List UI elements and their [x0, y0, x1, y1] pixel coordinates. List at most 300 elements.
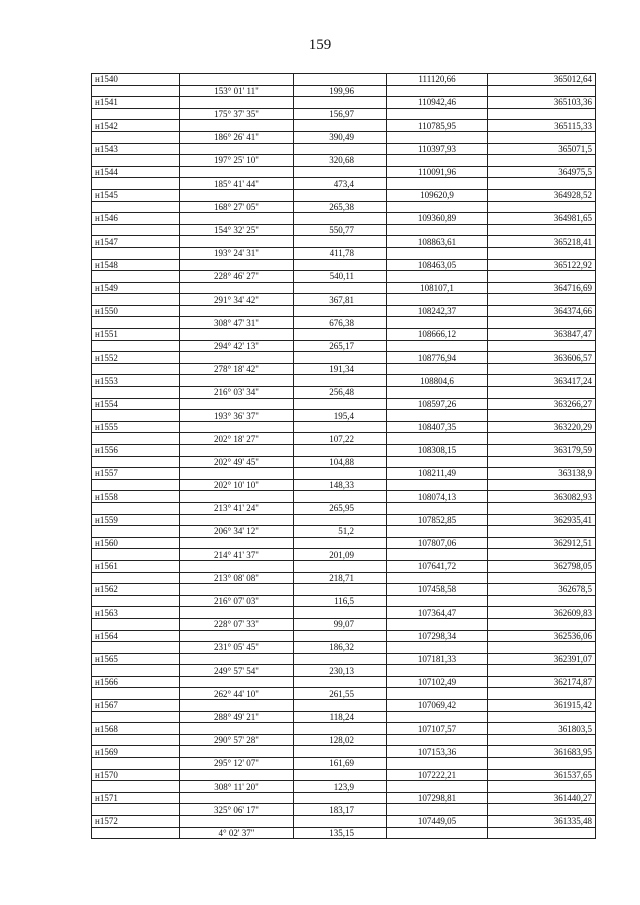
y-coordinate-cell: 365115,33	[488, 120, 596, 132]
empty-distance-cell	[294, 305, 387, 317]
x-coordinate-cell: 107641,72	[387, 560, 488, 572]
empty-point-cell	[92, 711, 180, 723]
point-row	[92, 468, 596, 480]
empty-point-cell	[92, 155, 180, 167]
empty-point-cell	[92, 804, 180, 816]
empty-point-cell	[92, 108, 180, 120]
empty-x-cell	[387, 387, 488, 399]
empty-distance-cell	[294, 259, 387, 271]
empty-x-cell	[387, 456, 488, 468]
direction-angle-cell: 175° 37' 35"	[180, 108, 294, 120]
segment-row	[92, 502, 596, 514]
x-coordinate-cell: 108463,05	[387, 259, 488, 271]
distance-cell: 104,88	[294, 456, 387, 468]
empty-angle-cell	[180, 213, 294, 225]
x-coordinate-cell: 108804,6	[387, 375, 488, 387]
segment-row	[92, 549, 596, 561]
segment-row	[92, 178, 596, 190]
segment-row	[92, 526, 596, 538]
distance-cell: 186,32	[294, 642, 387, 654]
direction-angle-cell: 216° 07' 03"	[180, 595, 294, 607]
empty-distance-cell	[294, 143, 387, 155]
point-name-cell: н1546	[92, 213, 180, 225]
empty-y-cell	[488, 549, 596, 561]
point-name-cell: н1540	[92, 74, 180, 86]
empty-point-cell	[92, 642, 180, 654]
y-coordinate-cell: 362391,07	[488, 653, 596, 665]
point-name-cell: н1558	[92, 491, 180, 503]
point-name-cell: н1542	[92, 120, 180, 132]
segment-row	[92, 294, 596, 306]
empty-point-cell	[92, 688, 180, 700]
empty-angle-cell	[180, 189, 294, 201]
distance-cell: 218,71	[294, 572, 387, 584]
point-name-cell: н1555	[92, 421, 180, 433]
empty-distance-cell	[294, 723, 387, 735]
x-coordinate-cell: 109620,9	[387, 189, 488, 201]
empty-angle-cell	[180, 584, 294, 596]
empty-y-cell	[488, 456, 596, 468]
empty-point-cell	[92, 734, 180, 746]
distance-cell: 411,78	[294, 247, 387, 259]
segment-row	[92, 758, 596, 770]
empty-distance-cell	[294, 560, 387, 572]
empty-point-cell	[92, 178, 180, 190]
empty-point-cell	[92, 572, 180, 584]
segment-row	[92, 665, 596, 677]
point-name-cell: н1564	[92, 630, 180, 642]
empty-y-cell	[488, 224, 596, 236]
empty-x-cell	[387, 247, 488, 259]
empty-angle-cell	[180, 769, 294, 781]
y-coordinate-cell: 363266,27	[488, 398, 596, 410]
point-row	[92, 746, 596, 758]
point-row	[92, 560, 596, 572]
empty-x-cell	[387, 479, 488, 491]
point-name-cell: н1556	[92, 445, 180, 457]
segment-row	[92, 618, 596, 630]
point-name-cell: н1552	[92, 352, 180, 364]
point-name-cell: н1567	[92, 700, 180, 712]
empty-distance-cell	[294, 537, 387, 549]
x-coordinate-cell: 107298,81	[387, 792, 488, 804]
point-row	[92, 259, 596, 271]
empty-angle-cell	[180, 120, 294, 132]
y-coordinate-cell: 364981,65	[488, 213, 596, 225]
segment-row	[92, 734, 596, 746]
distance-cell: 256,48	[294, 387, 387, 399]
empty-angle-cell	[180, 259, 294, 271]
empty-angle-cell	[180, 514, 294, 526]
empty-x-cell	[387, 804, 488, 816]
empty-point-cell	[92, 827, 180, 839]
empty-point-cell	[92, 479, 180, 491]
segment-row	[92, 224, 596, 236]
distance-cell: 148,33	[294, 479, 387, 491]
point-name-cell: н1550	[92, 305, 180, 317]
empty-y-cell	[488, 502, 596, 514]
y-coordinate-cell: 363220,29	[488, 421, 596, 433]
empty-x-cell	[387, 363, 488, 375]
y-coordinate-cell: 363847,47	[488, 329, 596, 341]
direction-angle-cell: 262° 44' 10"	[180, 688, 294, 700]
y-coordinate-cell: 364716,69	[488, 282, 596, 294]
segment-row	[92, 340, 596, 352]
direction-angle-cell: 278° 18' 42"	[180, 363, 294, 375]
empty-x-cell	[387, 688, 488, 700]
empty-angle-cell	[180, 630, 294, 642]
distance-cell: 107,22	[294, 433, 387, 445]
x-coordinate-cell: 108211,49	[387, 468, 488, 480]
point-row	[92, 305, 596, 317]
y-coordinate-cell: 361683,95	[488, 746, 596, 758]
empty-x-cell	[387, 108, 488, 120]
segment-row	[92, 410, 596, 422]
empty-x-cell	[387, 711, 488, 723]
distance-cell: 99,07	[294, 618, 387, 630]
distance-cell: 265,38	[294, 201, 387, 213]
distance-cell: 473,4	[294, 178, 387, 190]
segment-row	[92, 688, 596, 700]
empty-x-cell	[387, 572, 488, 584]
empty-y-cell	[488, 688, 596, 700]
segment-row	[92, 363, 596, 375]
point-name-cell: н1569	[92, 746, 180, 758]
empty-distance-cell	[294, 445, 387, 457]
empty-x-cell	[387, 433, 488, 445]
empty-x-cell	[387, 85, 488, 97]
point-row	[92, 491, 596, 503]
point-row	[92, 514, 596, 526]
empty-point-cell	[92, 317, 180, 329]
empty-distance-cell	[294, 746, 387, 758]
x-coordinate-cell: 107153,36	[387, 746, 488, 758]
distance-cell: 201,09	[294, 549, 387, 561]
empty-x-cell	[387, 642, 488, 654]
point-row	[92, 74, 596, 86]
empty-x-cell	[387, 340, 488, 352]
empty-angle-cell	[180, 305, 294, 317]
empty-angle-cell	[180, 398, 294, 410]
empty-distance-cell	[294, 189, 387, 201]
empty-point-cell	[92, 363, 180, 375]
distance-cell: 195,4	[294, 410, 387, 422]
direction-angle-cell: 4° 02' 37"	[180, 827, 294, 839]
x-coordinate-cell: 111120,66	[387, 74, 488, 86]
distance-cell: 540,11	[294, 271, 387, 283]
empty-x-cell	[387, 665, 488, 677]
distance-cell: 230,13	[294, 665, 387, 677]
y-coordinate-cell: 365071,5	[488, 143, 596, 155]
y-coordinate-cell: 365218,41	[488, 236, 596, 248]
point-name-cell: н1559	[92, 514, 180, 526]
direction-angle-cell: 288° 49' 21"	[180, 711, 294, 723]
empty-point-cell	[92, 433, 180, 445]
direction-angle-cell: 154° 32' 25"	[180, 224, 294, 236]
point-row	[92, 816, 596, 828]
segment-row	[92, 711, 596, 723]
distance-cell: 156,97	[294, 108, 387, 120]
empty-y-cell	[488, 665, 596, 677]
y-coordinate-cell: 361537,65	[488, 769, 596, 781]
empty-y-cell	[488, 247, 596, 259]
empty-x-cell	[387, 549, 488, 561]
empty-x-cell	[387, 502, 488, 514]
point-name-cell: н1551	[92, 329, 180, 341]
distance-cell: 116,5	[294, 595, 387, 607]
empty-y-cell	[488, 526, 596, 538]
empty-x-cell	[387, 271, 488, 283]
point-row	[92, 792, 596, 804]
point-name-cell: н1560	[92, 537, 180, 549]
empty-x-cell	[387, 595, 488, 607]
empty-point-cell	[92, 618, 180, 630]
empty-x-cell	[387, 781, 488, 793]
empty-angle-cell	[180, 537, 294, 549]
x-coordinate-cell: 108863,61	[387, 236, 488, 248]
direction-angle-cell: 206° 34' 12"	[180, 526, 294, 538]
empty-x-cell	[387, 131, 488, 143]
empty-angle-cell	[180, 329, 294, 341]
point-name-cell: н1543	[92, 143, 180, 155]
x-coordinate-cell: 110942,46	[387, 97, 488, 109]
distance-cell: 191,34	[294, 363, 387, 375]
x-coordinate-cell: 108407,35	[387, 421, 488, 433]
segment-row	[92, 479, 596, 491]
empty-x-cell	[387, 758, 488, 770]
empty-y-cell	[488, 595, 596, 607]
empty-y-cell	[488, 572, 596, 584]
y-coordinate-cell: 363179,59	[488, 445, 596, 457]
distance-cell: 320,68	[294, 155, 387, 167]
x-coordinate-cell: 107222,21	[387, 769, 488, 781]
x-coordinate-cell: 107364,47	[387, 607, 488, 619]
y-coordinate-cell: 362536,06	[488, 630, 596, 642]
empty-point-cell	[92, 758, 180, 770]
point-row	[92, 445, 596, 457]
empty-x-cell	[387, 155, 488, 167]
empty-point-cell	[92, 85, 180, 97]
direction-angle-cell: 185° 41' 44"	[180, 178, 294, 190]
empty-distance-cell	[294, 213, 387, 225]
segment-row	[92, 433, 596, 445]
empty-x-cell	[387, 827, 488, 839]
point-name-cell: н1565	[92, 653, 180, 665]
y-coordinate-cell: 363082,93	[488, 491, 596, 503]
empty-distance-cell	[294, 607, 387, 619]
empty-angle-cell	[180, 746, 294, 758]
segment-row	[92, 456, 596, 468]
empty-x-cell	[387, 410, 488, 422]
point-name-cell: н1557	[92, 468, 180, 480]
point-row	[92, 537, 596, 549]
empty-y-cell	[488, 178, 596, 190]
point-name-cell: н1554	[92, 398, 180, 410]
empty-distance-cell	[294, 700, 387, 712]
empty-y-cell	[488, 642, 596, 654]
empty-angle-cell	[180, 421, 294, 433]
segment-row	[92, 85, 596, 97]
point-name-cell: н1572	[92, 816, 180, 828]
x-coordinate-cell: 108597,26	[387, 398, 488, 410]
point-name-cell: н1562	[92, 584, 180, 596]
segment-row	[92, 201, 596, 213]
empty-point-cell	[92, 294, 180, 306]
empty-angle-cell	[180, 143, 294, 155]
segment-row	[92, 131, 596, 143]
empty-point-cell	[92, 549, 180, 561]
distance-cell: 265,17	[294, 340, 387, 352]
empty-point-cell	[92, 781, 180, 793]
segment-row	[92, 317, 596, 329]
distance-cell: 183,17	[294, 804, 387, 816]
point-row	[92, 329, 596, 341]
direction-angle-cell: 213° 41' 24"	[180, 502, 294, 514]
point-name-cell: н1561	[92, 560, 180, 572]
empty-angle-cell	[180, 468, 294, 480]
page-number: 159	[308, 37, 332, 53]
point-row	[92, 282, 596, 294]
empty-y-cell	[488, 155, 596, 167]
empty-distance-cell	[294, 653, 387, 665]
empty-angle-cell	[180, 97, 294, 109]
empty-distance-cell	[294, 282, 387, 294]
empty-angle-cell	[180, 816, 294, 828]
distance-cell: 265,95	[294, 502, 387, 514]
y-coordinate-cell: 361915,42	[488, 700, 596, 712]
direction-angle-cell: 202° 10' 10"	[180, 479, 294, 491]
point-name-cell: н1566	[92, 676, 180, 688]
point-row	[92, 584, 596, 596]
point-row	[92, 375, 596, 387]
empty-angle-cell	[180, 166, 294, 178]
direction-angle-cell: 249° 57' 54"	[180, 665, 294, 677]
point-name-cell: н1571	[92, 792, 180, 804]
empty-distance-cell	[294, 97, 387, 109]
empty-y-cell	[488, 758, 596, 770]
empty-distance-cell	[294, 236, 387, 248]
empty-angle-cell	[180, 375, 294, 387]
empty-y-cell	[488, 271, 596, 283]
empty-y-cell	[488, 340, 596, 352]
x-coordinate-cell: 110785,95	[387, 120, 488, 132]
point-row	[92, 421, 596, 433]
empty-point-cell	[92, 526, 180, 538]
direction-angle-cell: 186° 26' 41"	[180, 131, 294, 143]
point-row	[92, 97, 596, 109]
empty-point-cell	[92, 502, 180, 514]
empty-angle-cell	[180, 352, 294, 364]
direction-angle-cell: 295° 12' 07"	[180, 758, 294, 770]
x-coordinate-cell: 108666,12	[387, 329, 488, 341]
point-name-cell: н1563	[92, 607, 180, 619]
distance-cell: 161,69	[294, 758, 387, 770]
x-coordinate-cell: 107107,57	[387, 723, 488, 735]
direction-angle-cell: 202° 49' 45"	[180, 456, 294, 468]
empty-y-cell	[488, 781, 596, 793]
x-coordinate-cell: 108107,1	[387, 282, 488, 294]
x-coordinate-cell: 107458,58	[387, 584, 488, 596]
empty-point-cell	[92, 665, 180, 677]
segment-row	[92, 108, 596, 120]
empty-y-cell	[488, 294, 596, 306]
point-row	[92, 143, 596, 155]
segment-row	[92, 642, 596, 654]
x-coordinate-cell: 108776,94	[387, 352, 488, 364]
distance-cell: 135,15	[294, 827, 387, 839]
direction-angle-cell: 168° 27' 05"	[180, 201, 294, 213]
point-row	[92, 607, 596, 619]
empty-x-cell	[387, 734, 488, 746]
empty-distance-cell	[294, 329, 387, 341]
empty-x-cell	[387, 618, 488, 630]
y-coordinate-cell: 361335,48	[488, 816, 596, 828]
direction-angle-cell: 291° 34' 42"	[180, 294, 294, 306]
segment-row	[92, 804, 596, 816]
point-row	[92, 398, 596, 410]
point-row	[92, 120, 596, 132]
empty-distance-cell	[294, 491, 387, 503]
point-row	[92, 700, 596, 712]
distance-cell: 390,49	[294, 131, 387, 143]
empty-y-cell	[488, 201, 596, 213]
segment-row	[92, 271, 596, 283]
empty-y-cell	[488, 433, 596, 445]
empty-distance-cell	[294, 421, 387, 433]
x-coordinate-cell: 107181,33	[387, 653, 488, 665]
y-coordinate-cell: 362609,83	[488, 607, 596, 619]
empty-y-cell	[488, 711, 596, 723]
empty-angle-cell	[180, 607, 294, 619]
empty-x-cell	[387, 201, 488, 213]
empty-y-cell	[488, 804, 596, 816]
direction-angle-cell: 202° 18' 27"	[180, 433, 294, 445]
empty-x-cell	[387, 224, 488, 236]
distance-cell: 550,77	[294, 224, 387, 236]
x-coordinate-cell: 107807,06	[387, 537, 488, 549]
direction-angle-cell: 308° 47' 31"	[180, 317, 294, 329]
empty-angle-cell	[180, 560, 294, 572]
segment-row	[92, 781, 596, 793]
empty-y-cell	[488, 317, 596, 329]
segment-row	[92, 572, 596, 584]
empty-distance-cell	[294, 816, 387, 828]
y-coordinate-cell: 363138,9	[488, 468, 596, 480]
y-coordinate-cell: 362174,87	[488, 676, 596, 688]
y-coordinate-cell: 364928,52	[488, 189, 596, 201]
x-coordinate-cell: 107069,42	[387, 700, 488, 712]
direction-angle-cell: 193° 36' 37"	[180, 410, 294, 422]
distance-cell: 676,38	[294, 317, 387, 329]
empty-y-cell	[488, 827, 596, 839]
empty-y-cell	[488, 131, 596, 143]
y-coordinate-cell: 361440,27	[488, 792, 596, 804]
empty-y-cell	[488, 734, 596, 746]
point-row	[92, 213, 596, 225]
empty-x-cell	[387, 317, 488, 329]
point-row	[92, 676, 596, 688]
point-name-cell: н1545	[92, 189, 180, 201]
y-coordinate-cell: 364975,5	[488, 166, 596, 178]
coordinates-table-body	[92, 74, 596, 839]
point-row	[92, 769, 596, 781]
segment-row	[92, 247, 596, 259]
y-coordinate-cell: 365103,36	[488, 97, 596, 109]
direction-angle-cell: 231° 05' 45"	[180, 642, 294, 654]
empty-angle-cell	[180, 282, 294, 294]
direction-angle-cell: 214° 41' 37"	[180, 549, 294, 561]
empty-y-cell	[488, 410, 596, 422]
